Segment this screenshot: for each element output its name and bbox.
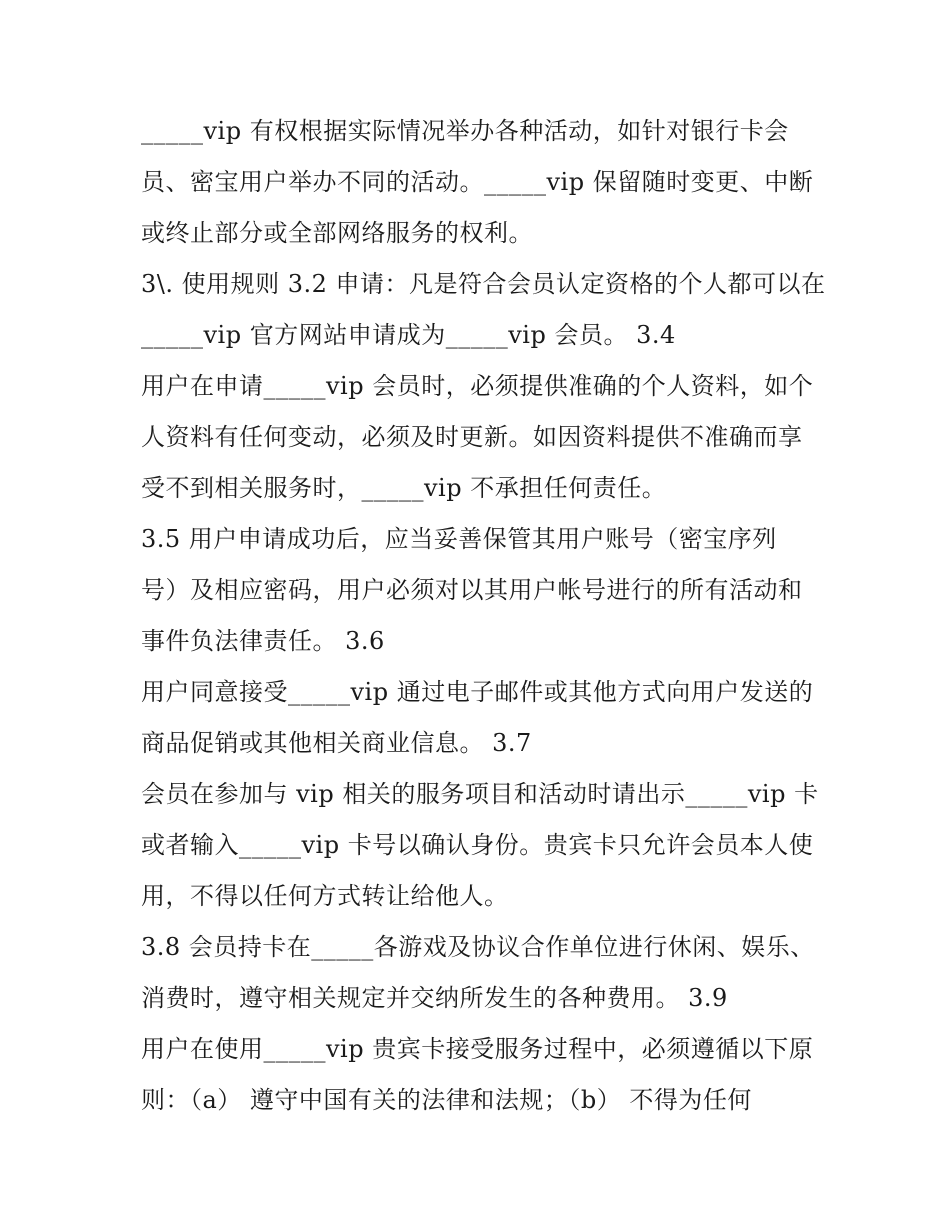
text-line: 或者输入_____vip 卡号以确认身份。贵宾卡只允许会员本人使 <box>141 831 814 859</box>
text-line: _____vip 有权根据实际情况举办各种活动，如针对银行卡会 <box>141 117 789 145</box>
text-line: 用户同意接受_____vip 通过电子邮件或其他方式向用户发送的 <box>141 678 814 706</box>
text-line: 员、密宝用户举办不同的活动。_____vip 保留随时变更、中断 <box>141 168 814 196</box>
text-line: 消费时，遵守相关规定并交纳所发生的各种费用。 3.9 <box>141 984 728 1012</box>
text-line: 事件负法律责任。 3.6 <box>141 627 385 655</box>
text-line: 则：（a） 遵守中国有关的法律和法规；（b） 不得为任何 <box>141 1086 752 1114</box>
text-line: 或终止部分或全部网络服务的权利。 <box>141 219 533 247</box>
text-line: 3\. 使用规则 3.2 申请：凡是符合会员认定资格的个人都可以在 <box>141 270 826 298</box>
text-line: 3.5 用户申请成功后，应当妥善保管其用户账号（密宝序列 <box>141 525 777 553</box>
text-line: _____vip 官方网站申请成为_____vip 会员。 3.4 <box>141 321 676 349</box>
text-line: 商品促销或其他相关商业信息。 3.7 <box>141 729 532 757</box>
text-line: 用户在申请_____vip 会员时，必须提供准确的个人资料，如个 <box>141 372 814 400</box>
text-line: 用，不得以任何方式转让给他人。 <box>141 882 509 910</box>
text-line: 用户在使用_____vip 贵宾卡接受服务过程中，必须遵循以下原 <box>141 1035 814 1063</box>
text-line: 人资料有任何变动，必须及时更新。如因资料提供不准确而享 <box>141 423 803 451</box>
text-line: 3.8 会员持卡在_____各游戏及协议合作单位进行休闲、娱乐、 <box>141 933 815 961</box>
body-text <box>141 106 831 1126</box>
text-line: 受不到相关服务时，_____vip 不承担任何责任。 <box>141 474 667 502</box>
text-line: 号）及相应密码，用户必须对以其用户帐号进行的所有活动和 <box>141 576 803 604</box>
text-line: 会员在参加与 vip 相关的服务项目和活动时请出示_____vip 卡 <box>141 780 819 808</box>
